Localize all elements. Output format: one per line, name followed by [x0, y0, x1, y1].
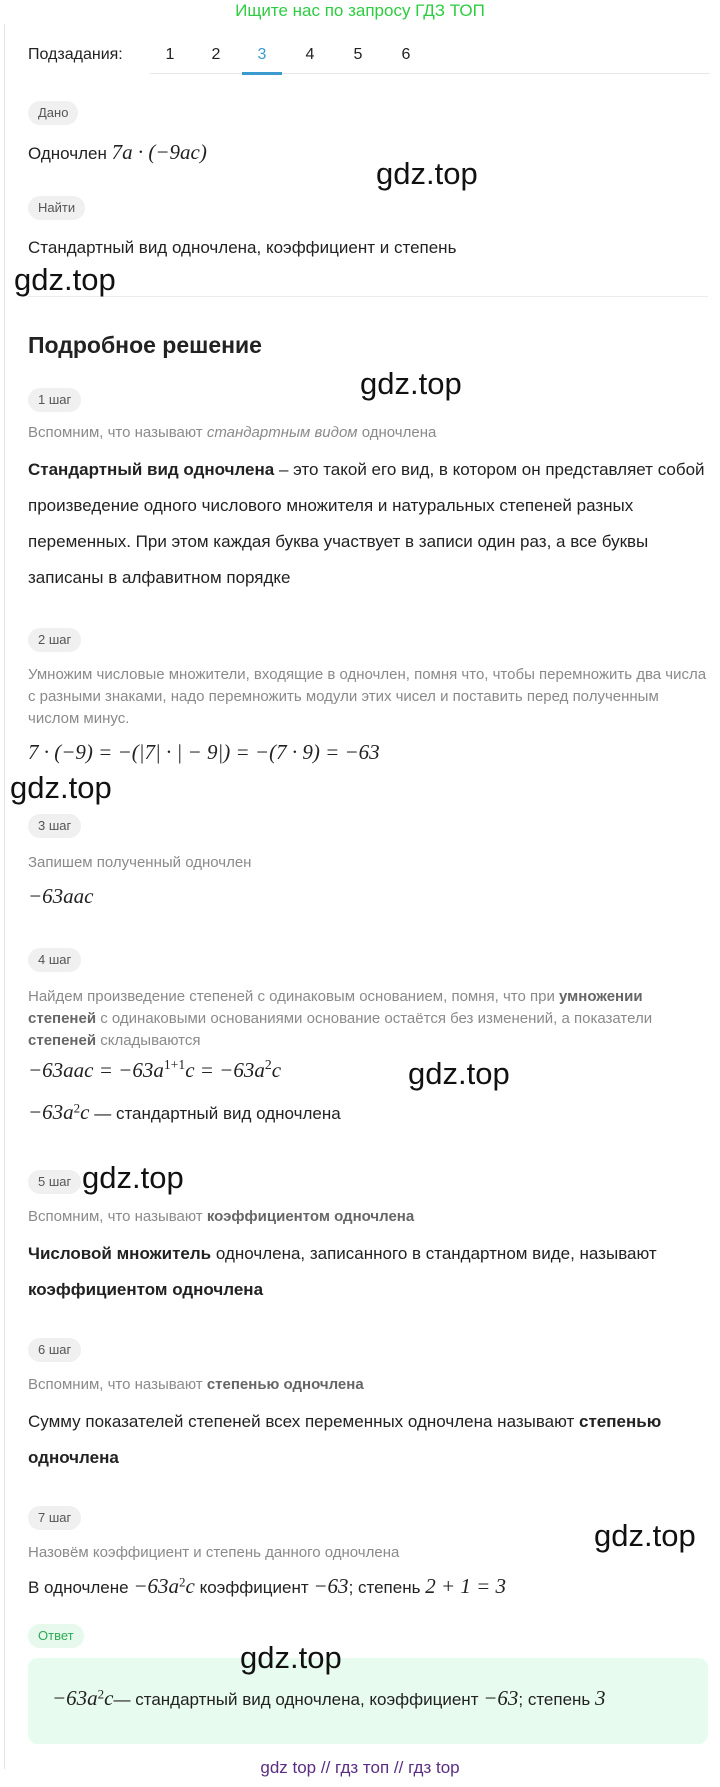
- step-1-hint-suffix: одночлена: [357, 424, 437, 441]
- watermark: gdz.top: [10, 770, 112, 805]
- tab-subtask-5[interactable]: 5: [353, 46, 363, 63]
- step-5-bold-2: коэффициентом одночлена: [28, 1280, 264, 1299]
- step-6-hint: [28, 1374, 364, 1396]
- find-text: Стандартный вид одночлена, коэффициент и степень: [28, 238, 457, 257]
- step-7-hint: Назовём коэффициент и степень данного одночлена: [28, 1544, 400, 1561]
- step-4-result-c: c: [80, 1100, 90, 1124]
- footer-link-gdz-top-mixed[interactable]: гдз top: [408, 1758, 460, 1777]
- footer-separator: //: [320, 1758, 331, 1777]
- section-divider: [28, 296, 708, 297]
- given-prefix: Одночлен: [28, 144, 107, 163]
- step-4-result: [28, 1100, 341, 1125]
- step-7-sup: 2: [179, 1574, 186, 1590]
- step-6-definition: [28, 1404, 708, 1476]
- watermark: gdz.top: [14, 262, 116, 297]
- watermark: gdz.top: [376, 156, 478, 191]
- step-4-hint-3: складываются: [96, 1032, 201, 1049]
- step-7-text-1: В одночлене: [28, 1578, 134, 1597]
- watermark: gdz.top: [408, 1056, 510, 1091]
- given-tag: Дано: [28, 101, 78, 125]
- given-expression: 7a · (−9ac): [111, 140, 207, 164]
- step-1-term: Стандартный вид одночлена: [28, 460, 275, 479]
- step-7-text-2: коэффициент: [194, 1578, 314, 1597]
- step-5-tag: 5 шаг: [28, 1170, 81, 1194]
- step-4-hint-1: Найдем произведение степеней с одинаковым основанием, помня, что при: [28, 988, 560, 1005]
- step-4-hint: [28, 986, 708, 1052]
- step-4-result-sup: 2: [73, 1100, 81, 1116]
- step-7-text-3: ; степень: [348, 1578, 426, 1597]
- step-4-hint-2: с одинаковыми основаниями основание остаётся без изменений, а показатели: [96, 1010, 653, 1027]
- watermark: gdz.top: [240, 1640, 342, 1675]
- watermark: gdz.top: [82, 1160, 184, 1195]
- tab-subtask-6[interactable]: 6: [401, 46, 411, 63]
- answer-text-1: — стандартный вид одночлена, коэффициент: [113, 1690, 484, 1709]
- step-4-hint-bold-1: умножении степеней: [28, 988, 643, 1027]
- subtasks-label: Подзадания:: [28, 46, 123, 63]
- left-rule: [4, 24, 5, 1769]
- step-7-math-c: c: [185, 1574, 195, 1598]
- footer-link-gdz-top-ru[interactable]: гдз топ: [335, 1758, 390, 1777]
- step-1-hint: [28, 422, 436, 444]
- step-5-text: одночлена, записанного в стандартном виде, называют: [211, 1244, 657, 1263]
- answer-text-2: ; степень: [518, 1690, 595, 1709]
- step-5-hint-prefix: Вспомним, что называют: [28, 1208, 207, 1225]
- answer-math-1: −63a: [52, 1686, 98, 1710]
- step-4-math-3: c: [271, 1058, 282, 1082]
- step-3-tag: 3 шаг: [28, 814, 81, 838]
- answer-sup: 2: [97, 1686, 105, 1702]
- step-3-math: −63aac: [28, 884, 94, 908]
- step-7-math-1: −63a: [133, 1574, 180, 1598]
- step-4-math-1: −63aac = −63a: [28, 1058, 164, 1082]
- watermark: gdz.top: [360, 366, 462, 401]
- footer-link-gdz-top[interactable]: gdz top: [260, 1758, 317, 1777]
- step-6-hint-prefix: Вспомним, что называют: [28, 1376, 207, 1393]
- solution-title: Подробное решение: [28, 332, 262, 358]
- step-5-bold-1: Числовой множитель: [28, 1244, 212, 1263]
- step-2-tag: 2 шаг: [28, 628, 81, 652]
- step-4-result-math: −63a: [28, 1100, 74, 1124]
- step-4-math-2-sup: 2: [264, 1057, 272, 1072]
- step-6-hint-bold: степенью одночлена: [206, 1376, 364, 1393]
- step-5-hint: [28, 1206, 414, 1228]
- step-1-definition: [28, 452, 708, 596]
- footer-separator: //: [393, 1758, 404, 1777]
- tab-subtask-4[interactable]: 4: [305, 46, 315, 63]
- footer-links: [0, 1758, 720, 1778]
- step-4-math-1-sup: 1+1: [163, 1057, 186, 1072]
- subtasks-divider: [150, 73, 710, 74]
- step-4-result-text: — стандартный вид одночлена: [89, 1104, 341, 1123]
- step-4-hint-bold-2: степеней: [28, 1032, 97, 1049]
- step-5-hint-bold: коэффициентом одночлена: [206, 1208, 415, 1225]
- step-4-math-2: c = −63a: [185, 1058, 265, 1082]
- step-6-text: Сумму показателей степеней всех переменных одночлена называют: [28, 1412, 580, 1431]
- step-6-bold: степенью одночлена: [28, 1412, 662, 1467]
- step-7-statement: [28, 1574, 506, 1599]
- answer-tag: Ответ: [28, 1624, 84, 1648]
- step-1-hint-term: стандартным видом: [206, 424, 358, 441]
- active-tab-indicator: [242, 72, 282, 75]
- given-statement: [28, 140, 207, 165]
- tab-subtask-3[interactable]: 3: [257, 46, 267, 63]
- step-1-hint-prefix: Вспомним, что называют: [28, 424, 207, 441]
- answer-math-3: 3: [595, 1686, 606, 1710]
- answer-math-c: c: [104, 1686, 114, 1710]
- step-7-tag: 7 шаг: [28, 1506, 81, 1530]
- answer-text: [52, 1686, 606, 1711]
- step-4-tag: 4 шаг: [28, 948, 81, 972]
- search-banner: Ищите нас по запросу ГДЗ ТОП: [235, 1, 485, 20]
- step-2-hint: Умножим числовые множители, входящие в одночлен, помня что, чтобы перемножить два числа с разными знаками, надо перемножить модули этих чисел и поставить перед полученным числом минус.: [28, 666, 707, 727]
- tab-subtask-1[interactable]: 1: [165, 46, 175, 63]
- step-4-math: [28, 1058, 281, 1083]
- answer-math-2: −63: [483, 1686, 519, 1710]
- tab-subtask-2[interactable]: 2: [211, 46, 221, 63]
- step-6-tag: 6 шаг: [28, 1338, 81, 1362]
- step-5-definition: [28, 1236, 708, 1308]
- step-7-math-2: −63: [313, 1574, 349, 1598]
- step-3-hint: Запишем полученный одночлен: [28, 854, 252, 871]
- step-1-tag: 1 шаг: [28, 388, 81, 412]
- step-1-text: – это такой его вид, в котором он представляет собой произведение одного числового множителя и натуральных степеней разных переменных. При этом каждая буква участвует в записи один раз, а все буквы записаны в алфавитном порядке: [28, 460, 705, 587]
- watermark: gdz.top: [594, 1518, 696, 1553]
- step-7-math-3: 2 + 1 = 3: [425, 1574, 507, 1598]
- find-tag: Найти: [28, 196, 85, 220]
- step-2-math: 7 · (−9) = −(|7| · | − 9|) = −(7 · 9) = −63: [28, 740, 380, 764]
